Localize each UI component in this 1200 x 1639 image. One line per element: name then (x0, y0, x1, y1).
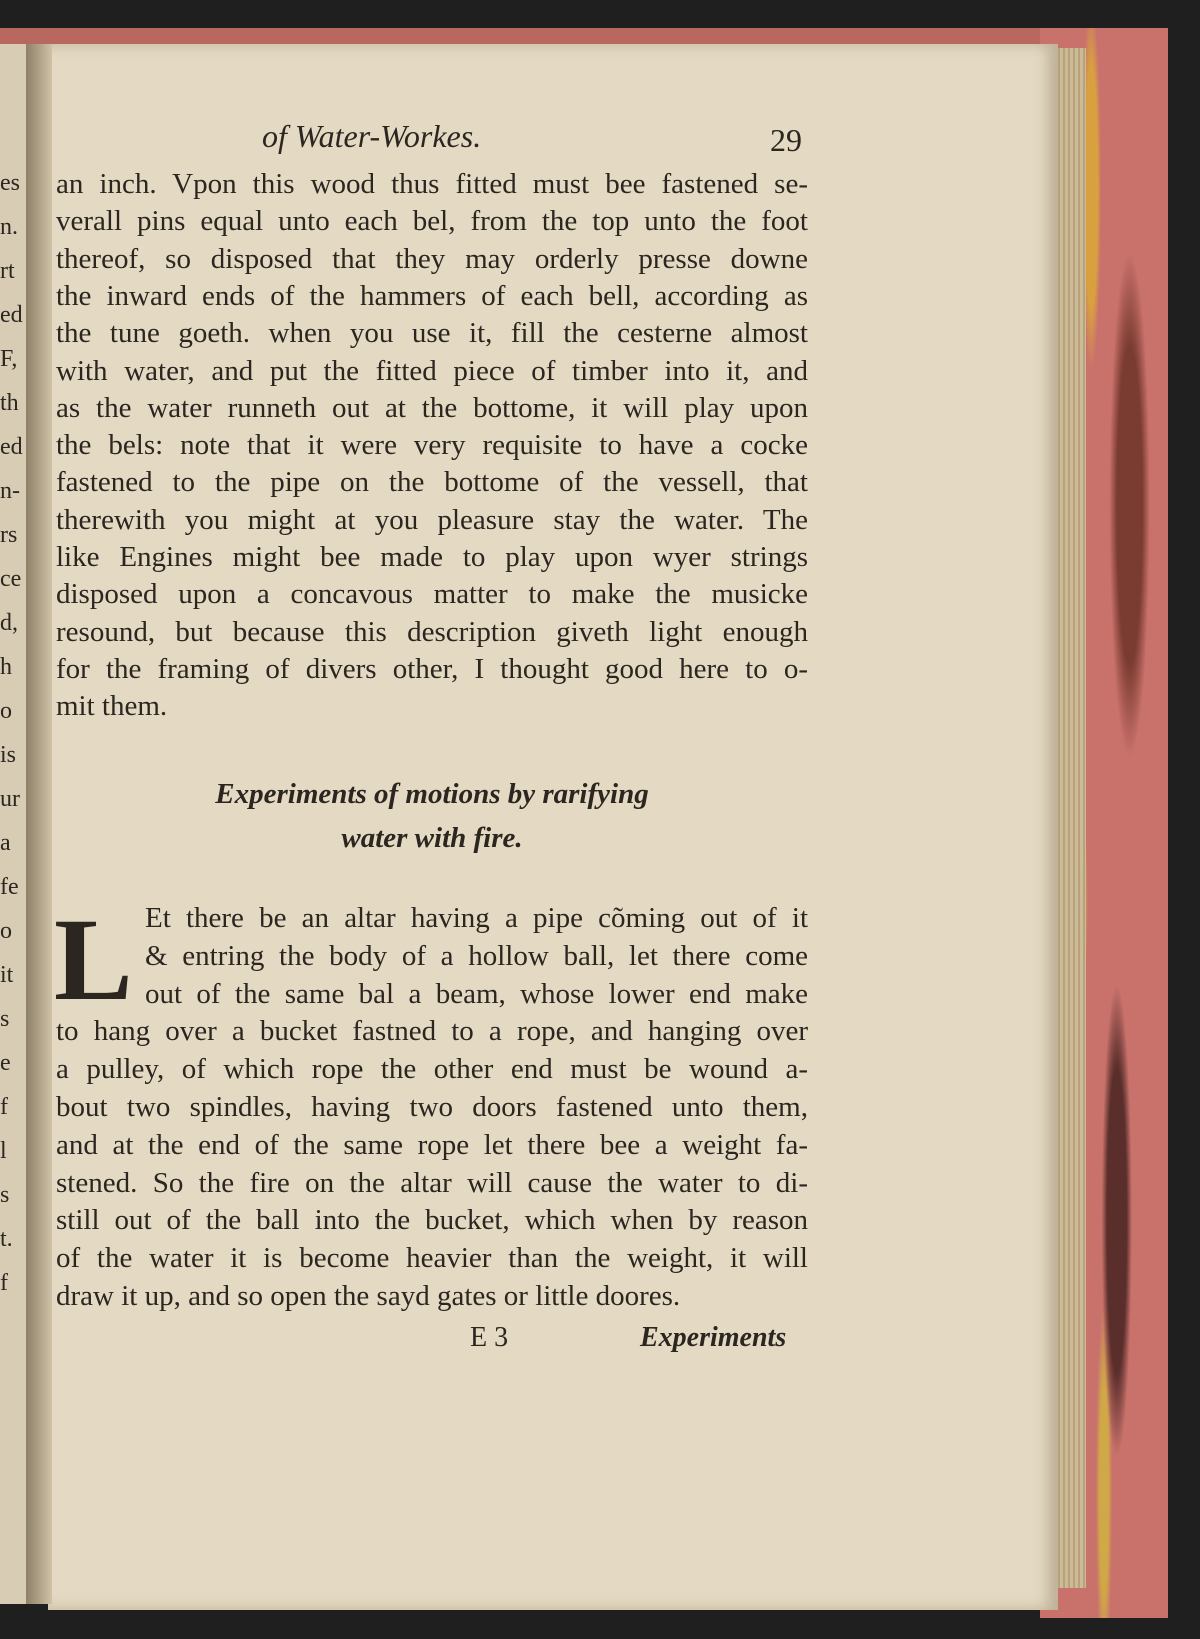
text-line: verall pins equal unto each bel, from the top unto the foot (56, 205, 808, 238)
text-line: & entring the body of a hollow ball, let there come (145, 939, 808, 972)
text-line: to hang over a bucket fastned to a rope, and hanging over (56, 1015, 808, 1048)
left-page-margin-fragment: e (0, 1050, 11, 1076)
page-number: 29 (770, 122, 802, 158)
left-page-margin-fragment: F, (0, 346, 18, 372)
section-heading-line-1: Experiments of motions by rarifying (215, 778, 649, 810)
text-line: therewith you might at you pleasure stay the water. The (56, 503, 808, 536)
text-line: thereof, so disposed that they may orderly presse downe (56, 242, 808, 275)
text-line: disposed upon a concavous matter to make the musicke (56, 578, 808, 611)
drop-cap: L (54, 894, 133, 1025)
left-page-margin-fragment: f (0, 1094, 8, 1120)
text-line: as the water runneth out at the bottome, it will play upon (56, 391, 808, 424)
left-page-margin-fragment: n. (0, 214, 18, 240)
left-page-margin-fragment: f (0, 1270, 8, 1296)
left-page-margin-fragment: l (0, 1138, 7, 1164)
left-page-margin-fragment: ur (0, 786, 20, 812)
text-line: like Engines might bee made to play upon wyer strings (56, 541, 808, 573)
text-line: still out of the ball into the bucket, which when by reason (56, 1204, 808, 1237)
text-line: the bels: note that it were very requisite to have a cocke (56, 429, 808, 462)
gutter (26, 44, 52, 1604)
left-page-margin-fragment: th (0, 390, 19, 416)
running-head: of Water-Workes. (262, 118, 482, 154)
text-line: of the water it is become heavier than the weight, it will (56, 1242, 808, 1275)
text-line: resound, but because this description giveth light enough (56, 615, 808, 648)
text-line: Et there be an altar having a pipe cõming out of it (145, 902, 808, 934)
left-page-margin-fragment: n- (0, 478, 20, 504)
left-page-margin-fragment: ed (0, 434, 23, 460)
left-page-margin-fragment: ed (0, 302, 23, 328)
left-page-margin-fragment: it (0, 962, 14, 988)
catchword: Experiments (640, 1322, 787, 1353)
text-line: stened. So the fire on the altar will cause the water to di- (56, 1166, 808, 1199)
left-page-margin-fragment: o (0, 698, 12, 724)
text-line: bout two spindles, having two doors fastened unto them, (56, 1091, 808, 1123)
left-page-margin-fragment: es (0, 170, 20, 196)
text-line: and at the end of the same rope let there bee a weight fa- (56, 1128, 808, 1161)
text-line: out of the same bal a beam, whose lower end make (145, 977, 808, 1010)
left-page-margin-fragment: o (0, 918, 12, 944)
text-line: for the framing of divers other, I thought good here to o- (56, 652, 808, 685)
left-page-margin-fragment: ce (0, 566, 22, 592)
left-page-margin-fragment: s (0, 1006, 10, 1032)
left-page-margin-fragment: s (0, 1182, 10, 1208)
signature-mark: E 3 (470, 1322, 509, 1353)
text-line: the inward ends of the hammers of each bell, according as (56, 279, 808, 312)
left-page-margin-fragment: rs (0, 522, 18, 548)
text-line: draw it up, and so open the sayd gates or little doores. (56, 1280, 681, 1312)
left-page-margin-fragment: fe (0, 874, 19, 900)
text-line: with water, and put the fitted piece of timber into it, and (56, 354, 808, 387)
text-line: an inch. Vpon this wood thus fitted must bee fastened se- (56, 168, 808, 200)
section-heading-line-2: water with fire. (341, 822, 523, 854)
text-line: a pulley, of which rope the other end must be wound a- (56, 1053, 808, 1086)
left-page-margin-fragment: a (0, 830, 11, 856)
left-page-margin-fragment: h (0, 654, 12, 680)
text-line: mit them. (56, 690, 168, 723)
left-page-margin-fragment: is (0, 742, 17, 768)
left-page-margin-fragment: t. (0, 1226, 13, 1252)
text-line: fastened to the pipe on the bottome of the vessell, that (56, 466, 808, 499)
text-line: the tune goeth. when you use it, fill the cesterne almost (56, 317, 808, 350)
left-page-margin-fragment: d, (0, 610, 18, 636)
left-page-margin-fragment: rt (0, 258, 15, 284)
